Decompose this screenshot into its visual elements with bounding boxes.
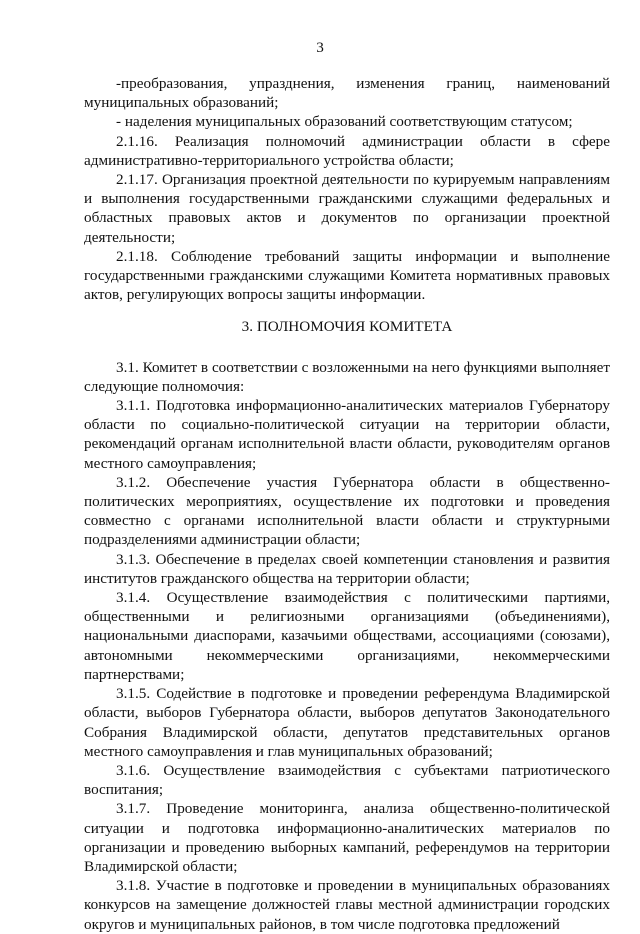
section-heading: 3. ПОЛНОМОЧИЯ КОМИТЕТА <box>241 318 453 336</box>
paragraph-3-1: 3.1. Комитет в соответствии с возложенными на него функциями выполняет следующие полномочия: <box>84 358 610 395</box>
paragraph-3-1-2: 3.1.2. Обеспечение участия Губернатора области в общественно-политических мероприятиях, осуществление их подготовки и проведения совместно с органами исполнительной власти области и структурными подразделениями администрации области; <box>84 473 610 549</box>
paragraph-3-1-1: 3.1.1. Подготовка информационно-аналитических материалов Губернатору области по социально-политической ситуации на территории области, рекомендаций органам исполнительной власти области, руководителям органов местного самоуправления; <box>84 397 610 472</box>
document-body <box>84 74 610 934</box>
paragraph-3-1-7: 3.1.7. Проведение мониторинга, анализа общественно-политической ситуации и подготовка информационно-аналитических материалов по организации и проведению выборных кампаний, референдумов на территории Владимирской области; <box>84 800 610 875</box>
paragraph-top-4: 2.1.17. Организация проектной деятельности по курируемым направлениям и выполнения государственными гражданскими служащими федеральных и областных правовых актов и документов по организации проектной деятельности; <box>84 171 610 246</box>
paragraph-top-1: -преобразования, упразднения, изменения границ, наименований муниципальных образований; <box>84 75 610 112</box>
paragraph-3-1-8: 3.1.8. Участие в подготовке и проведении в муниципальных образованиях конкурсов на замещение должностей главы местной администрации городских округов и муниципальных районов, в том числе подготовка предложений <box>84 877 610 933</box>
page-number: 3 <box>316 39 324 56</box>
paragraph-3-1-4: 3.1.4. Осуществление взаимодействия с политическими партиями, общественными и религиозными организациями (объединениями), национальными диаспорами, казачьими обществами, ассоциациями (союзами), автономными некоммерческими организациями, некоммерческими партнерствами; <box>84 589 610 683</box>
paragraph-top-5: 2.1.18. Соблюдение требований защиты информации и выполнение государственными гражданскими служащими Комитета нормативных правовых актов, регулирующих вопросы защиты информации. <box>84 247 610 304</box>
paragraph-3-1-6: 3.1.6. Осуществление взаимодействия с субъектами патриотического воспитания; <box>84 761 610 799</box>
paragraph-3-1-5: 3.1.5. Содействие в подготовке и проведении референдума Владимирской области, выборов Губернатора области, выборов депутатов Законодательного Собрания Владимирской области, депутатов представительных органов местного самоуправления и глав муниципальных образований; <box>84 685 610 760</box>
paragraph-top-3: 2.1.16. Реализация полномочий администрации области в сфере административно-территориального устройства области; <box>84 132 610 169</box>
paragraph-3-1-3: 3.1.3. Обеспечение в пределах своей компетенции становления и развития институтов гражданского общества на территории области; <box>84 550 610 587</box>
paragraph-top-2: - наделения муниципальных образований соответствующим статусом; <box>116 113 573 131</box>
